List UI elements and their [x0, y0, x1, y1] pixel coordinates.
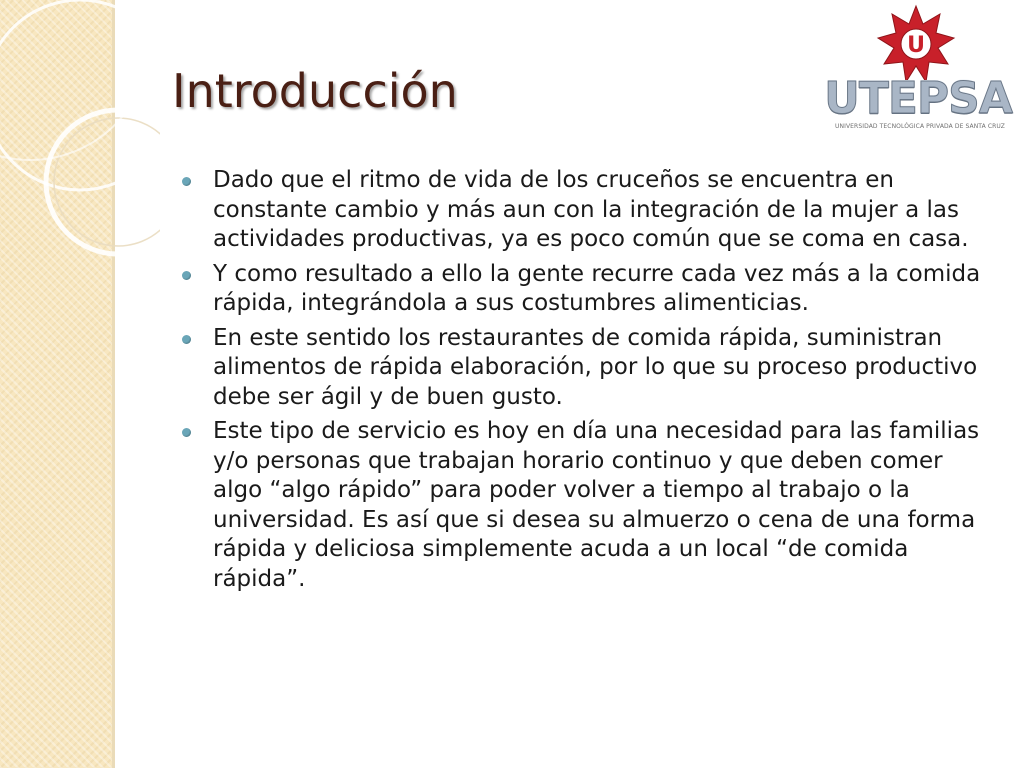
bullet-dot-icon [182, 177, 191, 186]
bullet-item [180, 417, 990, 594]
bullet-item [180, 166, 990, 255]
bullet-text: Y como resultado a ello la gente recurre cada vez más a la comida rápida, integrándola a sus costumbres alimenticias. [213, 260, 981, 316]
logo-wordmark: UTEPSA [824, 73, 1012, 124]
bullet-text: Dado que el ritmo de vida de los cruceños se encuentra en constante cambio y más aun con la integración de la mujer a las actividades productivas, ya es poco común que se coma en casa. [213, 167, 969, 252]
bullet-dot-icon [182, 271, 191, 280]
bullet-item [180, 324, 990, 413]
decorative-arcs [0, 0, 160, 768]
bullet-item [180, 260, 990, 319]
star-emblem-icon [876, 4, 956, 84]
bullet-dot-icon [182, 428, 191, 437]
utepsa-logo [816, 4, 1020, 132]
bullet-text: Este tipo de servicio es hoy en día una necesidad para las familias y/o personas que trabajan horario continuo y que deben comer algo “algo rápido” para poder volver a tiempo al trabajo o la universidad. Es así que si desea su almuerzo o cena de una forma rápida y deliciosa simplemente acuda a un local “de comida rápida”. [213, 418, 980, 592]
bullet-list [180, 166, 990, 599]
logo-subtitle: UNIVERSIDAD TECNOLÓGICA PRIVADA DE SANTA CRUZ [835, 123, 1005, 130]
bullet-text: En este sentido los restaurantes de comida rápida, suministran alimentos de rápida elaboración, por lo que su proceso productivo debe ser ágil y de buen gusto. [213, 324, 978, 410]
emblem-letter: U [907, 33, 925, 58]
bullet-dot-icon [182, 335, 191, 344]
slide-title: Introducción [172, 64, 458, 118]
